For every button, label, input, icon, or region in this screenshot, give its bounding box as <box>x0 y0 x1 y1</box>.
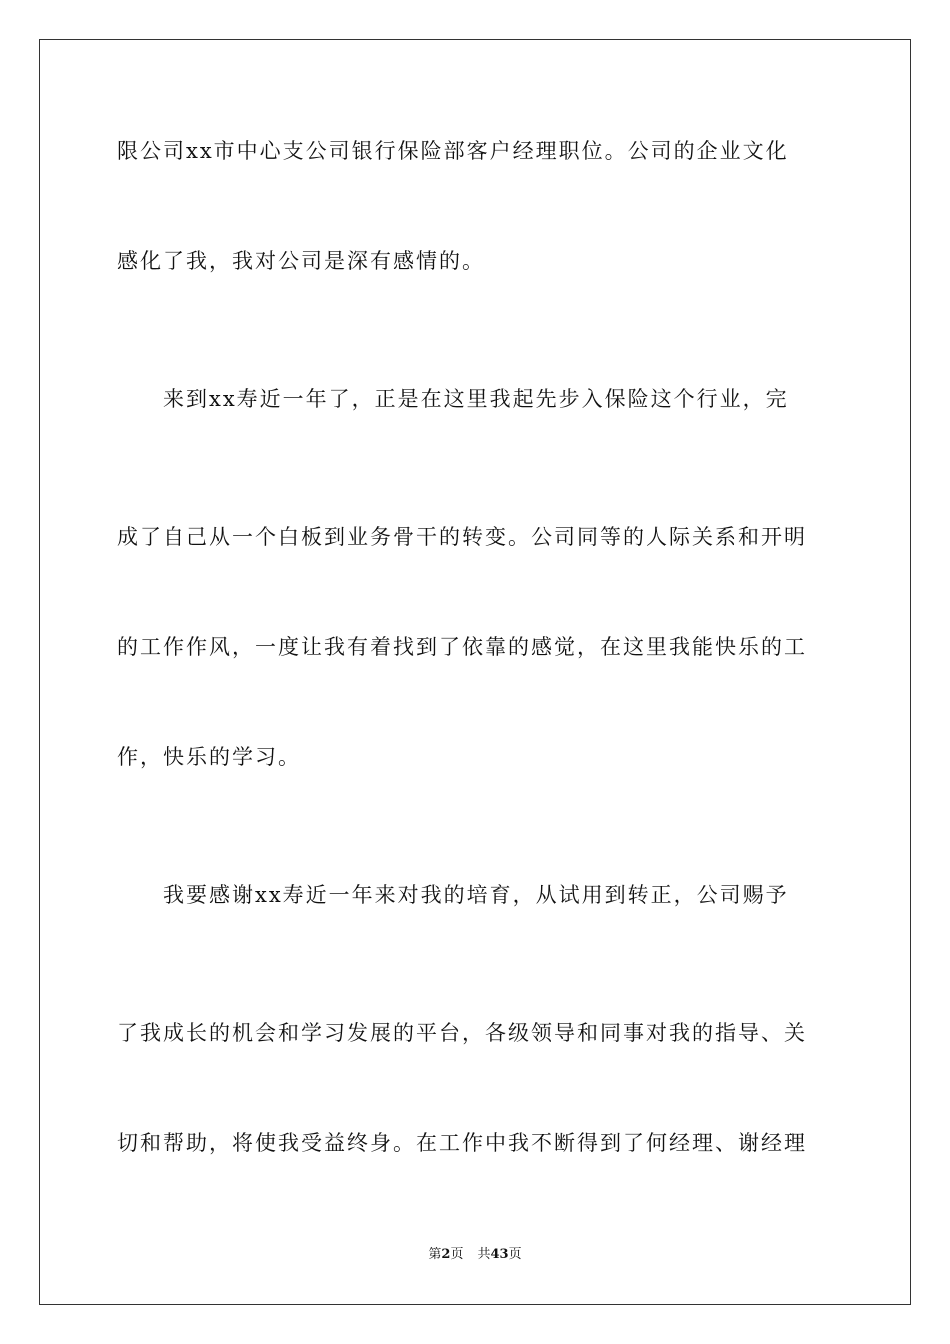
text-line-6: 作，快乐的学习。 <box>117 745 301 769</box>
page-footer <box>0 1246 950 1264</box>
text-line-7: 我要感谢xx寿近一年来对我的培育，从试用到转正，公司赐予 <box>117 883 789 907</box>
total-pages: 43 <box>490 1247 509 1262</box>
total-prefix: 共 <box>477 1247 491 1262</box>
text-line-3: 来到xx寿近一年了，正是在这里我起先步入保险这个行业，完 <box>117 387 789 411</box>
page-suffix: 页 <box>450 1247 464 1262</box>
text-line-1: 限公司xx市中心支公司银行保险部客户经理职位。公司的企业文化 <box>117 139 789 163</box>
text-line-5: 的工作作风，一度让我有着找到了依靠的感觉，在这里我能快乐的工 <box>117 635 807 659</box>
text-line-9: 切和帮助，将使我受益终身。在工作中我不断得到了何经理、谢经理 <box>117 1131 807 1155</box>
text-line-2: 感化了我，我对公司是深有感情的。 <box>117 249 485 273</box>
page-border <box>39 39 911 1305</box>
page-prefix: 第 <box>428 1247 442 1262</box>
total-suffix: 页 <box>508 1247 522 1262</box>
text-line-4: 成了自己从一个白板到业务骨干的转变。公司同等的人际关系和开明 <box>117 525 807 549</box>
text-line-8: 了我成长的机会和学习发展的平台，各级领导和同事对我的指导、关 <box>117 1021 807 1045</box>
page-number: 2 <box>441 1247 451 1262</box>
